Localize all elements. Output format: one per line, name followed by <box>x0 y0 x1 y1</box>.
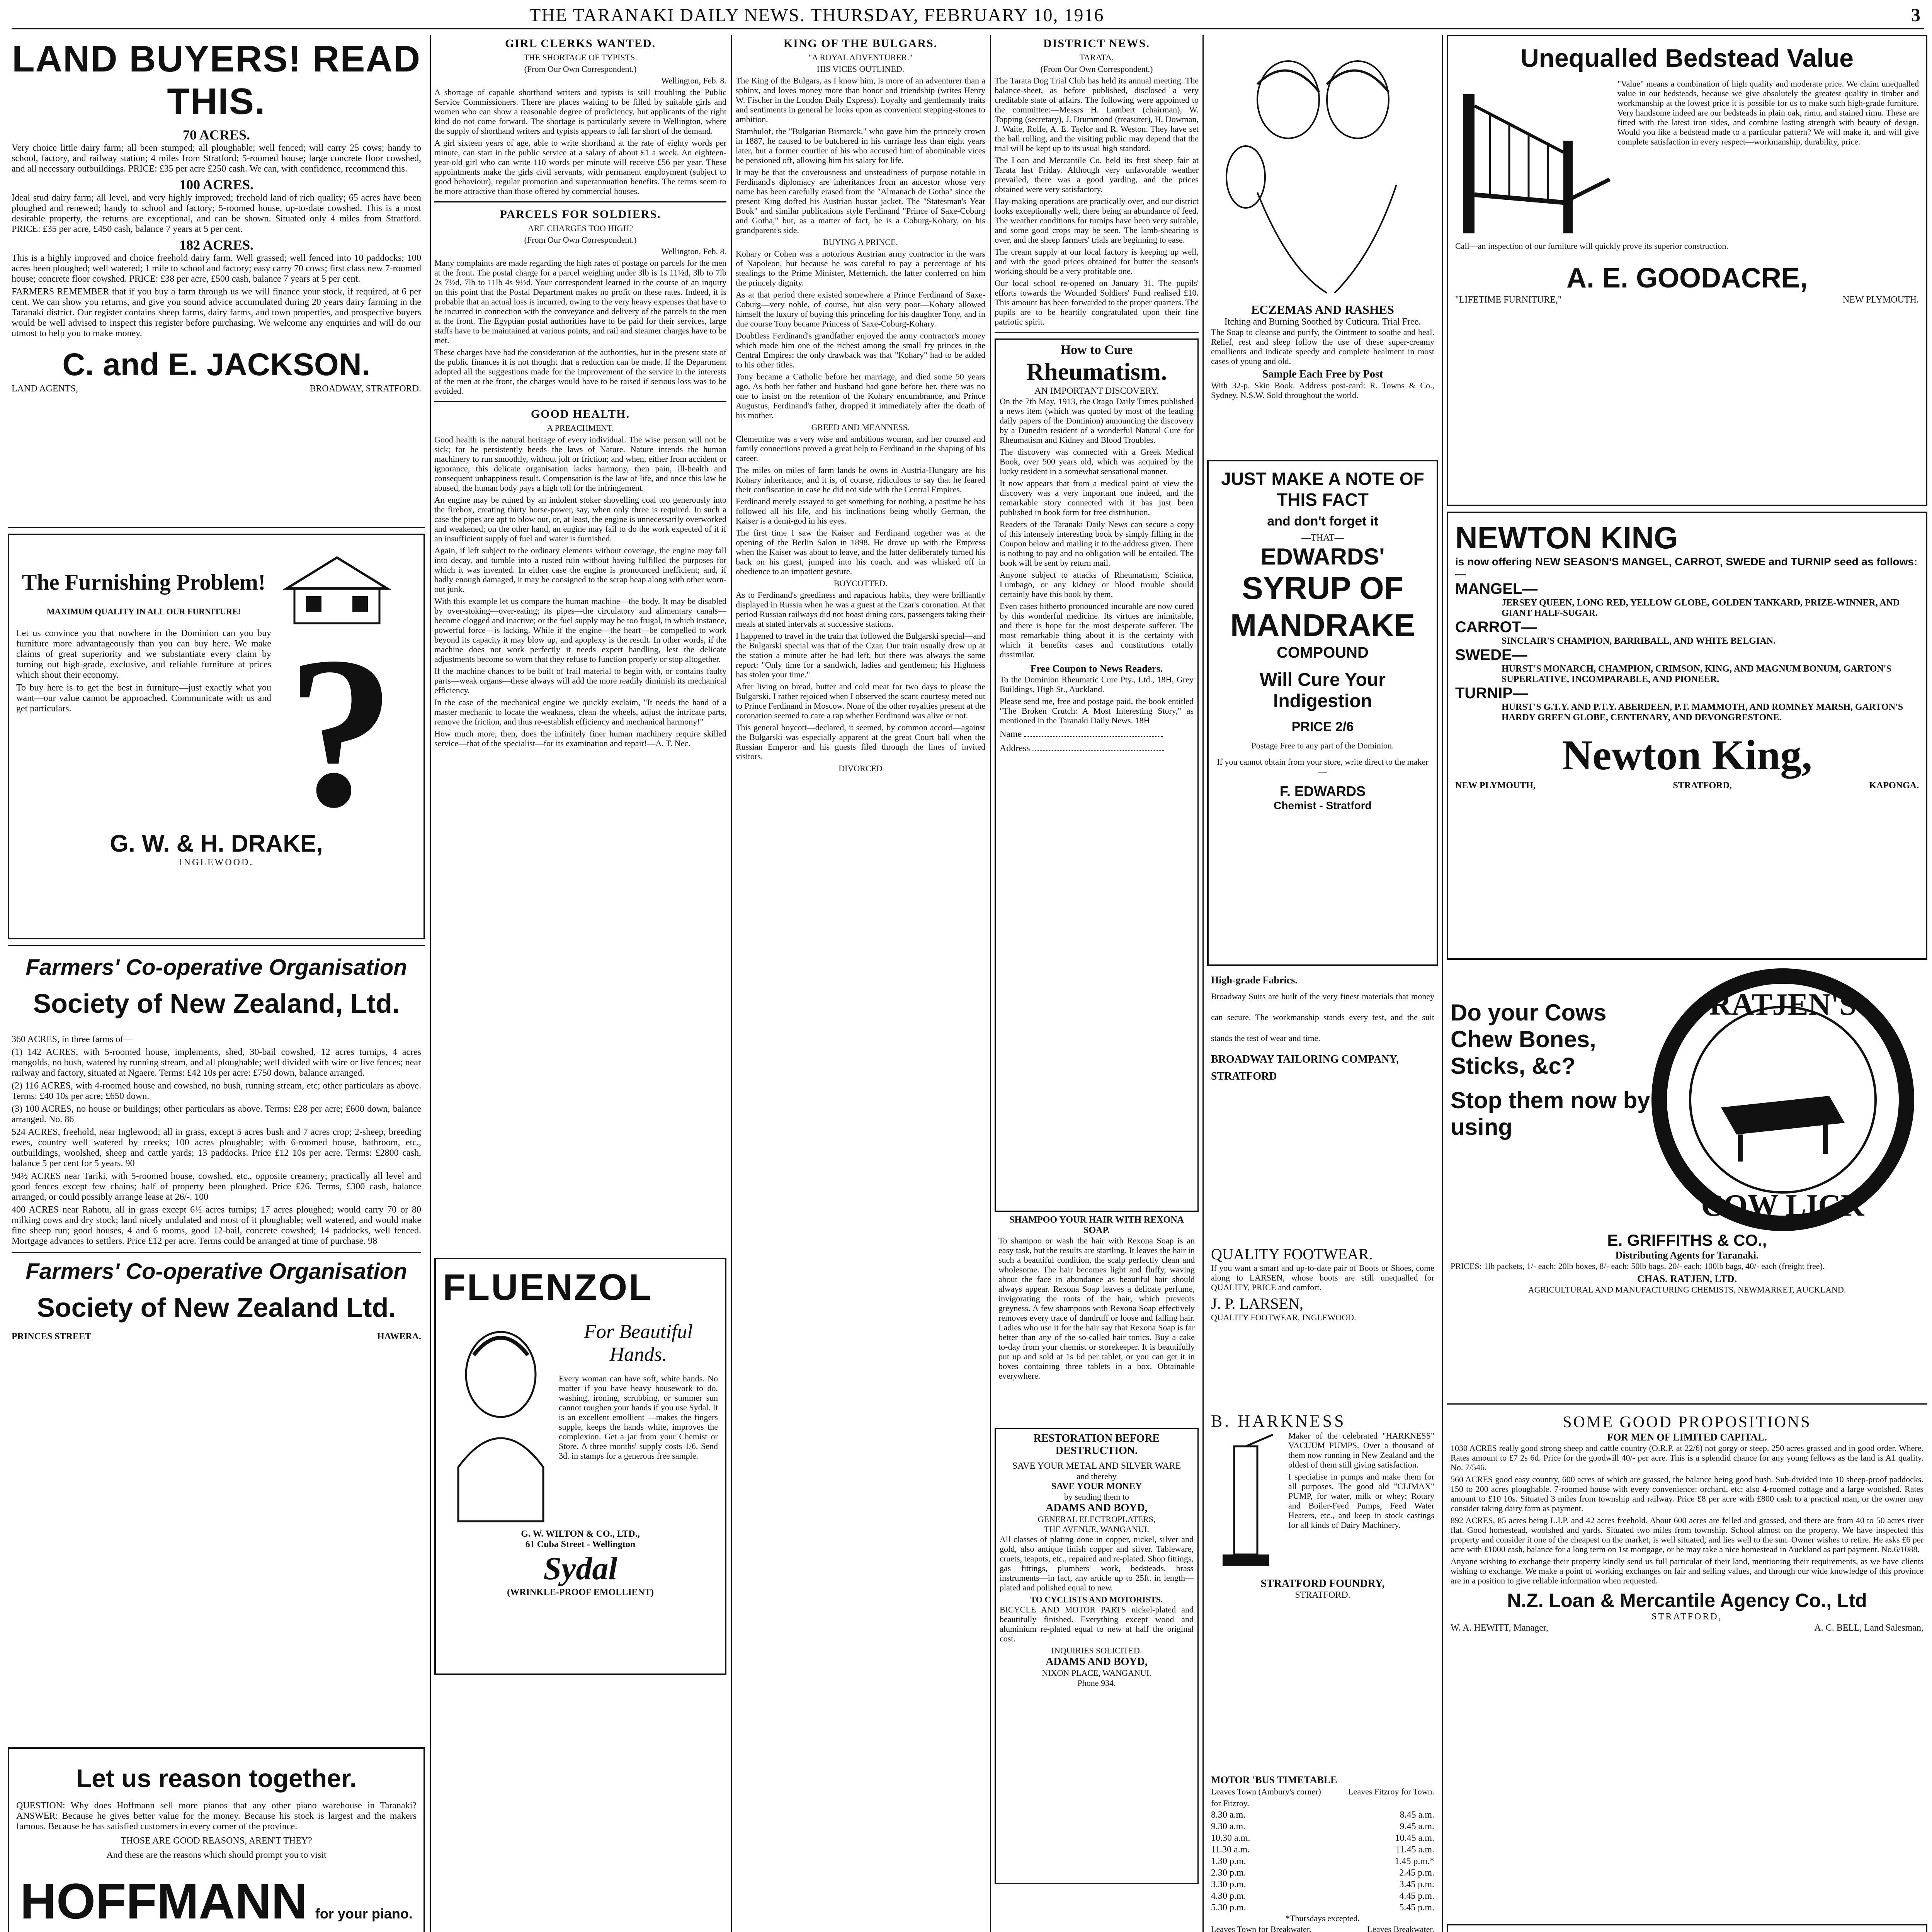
farmers-town: HAWERA. <box>377 1332 421 1342</box>
paragraph: Many complaints are made regarding the high rates of postage on parcels for the men at the front. The postal charge for a parcel weighing under 3lb is 1s 11½d, 3lb to 7lb 2s 7½d, 7lb to 11lb 4s 9½d. Your correspondent learned in the course of an inquiry on this point that the Postal Department makes no profit on these rates. Indeed, it is probable that an actual loss is incurred, owing to the very heavy expenses that have to be incurred in connection with the conveyance and delivery of the parcels to the men at the front. The Egyptian postal authorities have to be paid for their services, large staffs have to be maintained at various points, and rail and steamer charges have to be met. <box>434 258 726 345</box>
column-2 <box>434 35 726 1932</box>
land-text: Ideal stud dairy farm; all level, and very highly improved; freehold land of rich quality; 65 acres have been ploughed and renewed; handy to school and factory; 5-roomed house, up-to-date cowshed. This is a most desirable property, the returns are exceptional, and can be shown. Situated only 4 miles from Stratford. PRICE: £35 per acre, £450 cash, balance 7 years at 5 per cent. <box>12 193 421 234</box>
paragraph: (2) 116 ACRES, with 4-roomed house and cowshed, no bush, running stream, etc; other particulars as above. Terms: £40 10s per acre; £650 down. <box>12 1081 421 1101</box>
props-list <box>1451 1443 1923 1585</box>
coupon-title: Free Coupon to News Readers. <box>1030 663 1163 674</box>
land-title: LAND BUYERS! READ THIS. <box>12 38 421 122</box>
article-body <box>995 76 1199 327</box>
restore-firm: ADAMS AND BOYD, <box>1046 1656 1148 1668</box>
rexona-title: SHAMPOO YOUR HAIR WITH REXONA SOAP. <box>1009 1215 1184 1235</box>
bus-time: 11.45 a.m. <box>1395 1845 1434 1855</box>
article-subhead: A PREACHMENT. <box>547 423 614 433</box>
article-body <box>736 590 985 761</box>
restore-line: by sending them to <box>1064 1492 1129 1502</box>
question-house-icon <box>271 542 403 820</box>
farm-list <box>12 1034 421 1247</box>
bus-time: 3.30 p.m. <box>1211 1879 1246 1889</box>
paragraph: Again, if left subject to the ordinary elements without coverage, the engine may fall into decay, and tumble into a rusted ruin without having fulfilled the purposes for which it was invented. In either case the engine is pronounced inefficient; and, if badly enough damaged, it may be consigned to the scrap heap along with other worn-out junk. <box>434 546 726 594</box>
fluenzol-ad <box>434 1258 726 1675</box>
harkness-ad <box>1207 1408 1438 1771</box>
mandrake-line: JUST MAKE A NOTE OF THIS FACT <box>1221 469 1424 510</box>
propositions-ad <box>1447 1410 1927 1924</box>
paragraph: These charges have had the consideration of the authorities, but in the present state of the public finances it is not thought that a reduction can be made. If the Department adopted all the suggestions made for the improvement of the service in the interests of the men at the front, the charges would have to be raised if serious loss was to be avoided. <box>434 347 726 396</box>
fluenzol-firm: G. W. WILTON & CO., LTD., <box>521 1529 640 1539</box>
bus-time: 10.30 a.m. <box>1211 1833 1250 1843</box>
bus-col-head: Leaves Breakwater. <box>1367 1924 1434 1932</box>
newton-town: KAPONGA. <box>1869 781 1919 791</box>
larsen-body: If you want a smart and up-to-date pair of Boots or Shoes, come along to LARSEN, whose boots are still unequalled for QUALITY, PRICE and comfort. <box>1211 1263 1434 1292</box>
newton-name: Newton King, <box>1562 731 1812 779</box>
rheum-body <box>1000 396 1194 659</box>
bus-time: 1.30 p.m. <box>1211 1856 1246 1866</box>
paragraph: The discovery was connected with a Greek Medical Book, over 500 years old, which was acquired by the lucky resident in a somewhat sensational manner. <box>1000 447 1194 476</box>
seed-varieties: HURST'S MONARCH, CHAMPION, CRIMSON, KING, AND MAGNUM BONUM, GARTON'S SUPERLATIVE, INCOMPARABLE, AND PIONEER. <box>1502 664 1891 684</box>
drake-town: INGLEWOOD. <box>179 857 254 867</box>
hoffmann-title: Let us reason together. <box>76 1764 357 1793</box>
paragraph: 94½ ACRES near Tariki, with 5-roomed house, cowshed, etc., opposite creamery; practically all level and good fences except few chains; half of property been ploughed. Price £26. Terms, £300 cash, balance arranged, or could possibly arrange lease at 26/-. 100 <box>12 1171 421 1202</box>
mandrake-claim: Will Cure Your Indigestion <box>1260 670 1386 711</box>
goodacre-title: Unequalled Bedstead Value <box>1520 44 1854 72</box>
column-1 <box>8 35 425 1932</box>
article-body <box>434 87 726 196</box>
bus-time: 3.45 p.m. <box>1399 1879 1434 1889</box>
paragraph: The Tarata Dog Trial Club has held its annual meeting. The balance-sheet, as before published, disclosed a very creditable state of affairs. The following were appointed to the committee:—Messrs H. Lambert (chairman), W. Topping (secretary), J. Drummond (treasurer), H. Dowman, J. Waite, Rolfe, A. E. Taylor and R. Weston. They have set the ball rolling, and the visiting public may depend that the trial will be kept up to its usual high standard. <box>995 76 1199 153</box>
cuticura-sample: Sample Each Free by Post <box>1262 368 1383 380</box>
harkness-town: STRATFORD. <box>1295 1590 1350 1600</box>
article-headline: GIRL CLERKS WANTED. <box>505 37 656 50</box>
seed-varieties: SINCLAIR'S CHAMPION, BARRIBALL, AND WHITE BELGIAN. <box>1502 636 1776 646</box>
correspondent-line: (From Our Own Correspondent.) <box>524 64 637 74</box>
bedstead-icon <box>1455 79 1617 241</box>
paragraph: Doubtless Ferdinand's grandfather enjoyed the army contractor's money which made him one of the richest among the small fry princes in the Central Empires; the only drawback was that "Kohary" had to be added to his other titles. <box>736 331 985 369</box>
seed-heading: TURNIP— <box>1455 685 1528 702</box>
props-firm: N.Z. Loan & Mercantile Agency Co., Ltd <box>1507 1590 1867 1611</box>
harkness-body: Maker of the celebrated "HARKNESS" VACUUM PUMPS. Over a thousand of them now running in New Zealand and the oldest of them still giving satisfaction. <box>1288 1431 1434 1469</box>
column-rule <box>1442 35 1443 1932</box>
harkness-title: B. HARKNESS <box>1211 1412 1346 1430</box>
dateline: Wellington, Feb. 8. <box>661 76 726 85</box>
restore-trade: GENERAL ELECTROPLATERS, <box>1037 1514 1156 1524</box>
paragraph: The first time I saw the Kaiser and Ferdinand together was at the opening of the Berlin Salon in 1898. He drove up with the Empress when the Kaiser was about to leave, and the latter deliberately turned his back on his guest, jumped into his coach, and was whisked off in obedience to an impatient gesture. <box>736 528 985 576</box>
props-manager: W. A. HEWITT, Manager, <box>1451 1623 1548 1633</box>
seed-varieties: JERSEY QUEEN, LONG RED, YELLOW GLOBE, GOLDEN TANKARD, PRIZE-WINNER, AND GIANT HALF-SUGAR. <box>1502 598 1900 618</box>
paragraph: 524 ACRES, freehold, near Inglewood; all in grass, except 5 acres bush and 7 acres crop; 2-sheep, breeding ewes, country well watered by creeks; 100 acres ploughable; with 6-roomed house, bathroom, etc., outbuildings, woolshed, sheep and cattle yards; 13 paddocks. Price £12 10s per acre. Terms: £2800 cash, balance 5 per cent for 5 years. 90 <box>12 1127 421 1168</box>
article-subhead: GREED AND MEANNESS. <box>811 422 910 432</box>
article-subhead: HIS VICES OUTLINED. <box>816 64 905 74</box>
bus-row <box>1211 1867 1434 1879</box>
paragraph: The King of the Bulgars, as I know him, is more of an adventurer than a sphinx, and loves money more than honor and friendship (writes Henry W. Fischer in the London Daily Express). Loyalty and gentlemanly traits and sentiments in general he looks upon as convenient stepping-stones to ambition. <box>736 76 985 124</box>
fluenzol-body: Every woman can have soft, white hands. No matter if you have heavy housework to do, washing, ironing, scrubbing, or summer sun cannot roughen your hands if you use Sydal. It is an excellent emollient —makes the fingers supple, keeps the hands white, improves the complexion. Get a jar from your Chemist or Store. A three months' supply costs 1/6. Send 3d. in stamps for a generous free sample. <box>559 1374 718 1461</box>
farmers-title: Farmers' Co-operative Organisation <box>26 955 407 980</box>
paragraph: 560 ACRES good easy country, 600 acres of which are grassed, the balance being good bush. Sub-divided into 10 sheep-proof paddocks. 150 to 200 acres ploughable. 7-roomed house with every convenience; orchard, etc; also 4-roomed cottage and a large woolshed. Rates amount to £10 10s. Situated 3 miles from township and railway. Price £8 per acre with £800 cash to a practical man, or the owner may consider taking dairy farm as payment. <box>1451 1475 1923 1513</box>
article-headline: KING OF THE BULGARS. <box>783 37 938 50</box>
paragraph: Hay-making operations are practically over, and our district looks exceptionally well, there being an abundance of feed. The weather conditions for turnips have been very suitable, and some good crops may be seen. The lamb-shearing is over, and the sheep farmers' trials are beginning to ease. <box>995 196 1199 245</box>
correspondent-line: (From Our Own Correspondent.) <box>524 235 637 245</box>
paragraph: Even cases hitherto pronounced incurable are now cured by this wonderful medicine. Its virtues are inimitable, and there is hope for the most desperate sufferer. The most remarkable thing about it is the certainty with which it benefits cases and constitutions totally dissimilar. <box>1000 601 1194 659</box>
mandrake-product: SYRUP OF MANDRAKE <box>1230 571 1415 643</box>
bus-note: *Thursdays excepted. <box>1286 1913 1360 1923</box>
bus-row <box>1211 1879 1434 1890</box>
paragraph: How much more, then, does the infinitely finer human machinery require skilled service—that of the specialist—for its examination and repair!—A. T. Nec. <box>434 729 726 748</box>
paragraph: (1) 142 ACRES, with 5-roomed house, implements, shed, 30-bail cowshed, 12 acres turnips, 4 acres mangolds, no bush, watered by running stream, and all ploughable; well divided with wire or live fences; near railway and factory, situated at Ngaere. Terms: £42 10s per acre: £750 down, balance arranged. <box>12 1047 421 1078</box>
drake-body: To buy here is to get the best in furniture—just exactly what you want—our value cannot be approached. Communicate with us and get particulars. <box>16 683 271 714</box>
article-subhead: BOYCOTTED. <box>833 578 888 588</box>
land-heading: 182 ACRES. <box>179 237 254 253</box>
bus-row <box>1211 1832 1434 1844</box>
fabrics-body: Broadway Suits are built of the very finest materials that money can secure. The workmanship stands every test, and the suit stands the test of wear and time. <box>1211 992 1434 1043</box>
column-rule <box>990 35 991 1932</box>
restore-cyc-title: TO CYCLISTS AND MOTORISTS. <box>1030 1595 1163 1604</box>
mandrake-line: COMPOUND <box>1277 644 1369 661</box>
bus-rows <box>1211 1809 1434 1913</box>
cuticura-body: The Soap to cleanse and purify, the Ointment to soothe and heal. Relief, rest and sleep follow the use of these super-creamy emollients and indicate speedy and complete healment in most cases of young and old. <box>1211 327 1434 366</box>
bus-timetable <box>1207 1771 1438 1932</box>
paragraph: In the case of the mechanical engine we quickly exclaim, "It needs the hand of a master mechanic to locate the weakness, clean the wheels, adjust the intricate parts, remove the friction, and thus re-establish efficiency and mechanical harmony!" <box>434 697 726 726</box>
drake-title: The Furnishing Problem! <box>22 570 266 595</box>
paragraph: Anyone subject to attacks of Rheumatism, Sciatica, Lumbago, or any kidney or blood trouble should certainly have this book by them. <box>1000 570 1194 599</box>
ratjen-cow-seal-icon <box>1651 968 1914 1231</box>
goodacre-town: NEW PLYMOUTH. <box>1842 295 1919 305</box>
goodacre-call: Call—an inspection of our furniture will quickly prove its superior construction. <box>1455 241 1728 251</box>
broadway-ad <box>1207 971 1438 1242</box>
seed-heading: SWEDE— <box>1455 646 1527 663</box>
props-sub: FOR MEN OF LIMITED CAPITAL. <box>1607 1432 1767 1443</box>
paragraph: It now appears that from a medical point of view the discovery was a very important one indeed, and the remarkable story connected with it has just been published in book form for free distribution. <box>1000 478 1194 517</box>
paragraph: 892 ACRES, 85 acres being L.I.P. and 42 acres freehold. About 600 acres are felled and grassed, and there are from 40 to 50 acres river flat. Good homestead, woolshed and yards. Situated two miles from township. School almost on the property. We have inspected this property and consider it one of the cheapest on the market, is well situated, and lies well to the sun. Owner wishes to retire. He asks £6 per acre with £1000 cash, balance for a long term on 1st mortgage, or he may take a nice homestead in Auckland as part payment. No.6/1088. <box>1451 1515 1923 1554</box>
paragraph: The Loan and Mercantile Co. held its first sheep fair at Tarata last Friday. Although very unfavorable weather prevailed, there was a good yarding, and the prices obtained were very satisfactory. <box>995 155 1199 194</box>
harkness-body: I specialise in pumps and make them for all purposes. The good old "CLIMAX" PUMP, for water, milk or whey; Rotary and Boiler-Feed Pumps, Feed Water Heaters, etc., and keep in stock castings for all kinds of Dairy Machinery. <box>1288 1472 1434 1530</box>
coupon-text: Please send me, free and postage paid, the book entitled "The Broken Crutch: A Most Interesting Story," as mentioned in the Taranaki Daily News. 18H <box>1000 696 1194 725</box>
bus-time: 4.30 p.m. <box>1211 1891 1246 1901</box>
fluenzol-name: FLUENZOL <box>443 1267 653 1308</box>
dateline: Wellington, Feb. 8. <box>661 247 726 256</box>
newton-town: STRATFORD, <box>1673 781 1732 791</box>
adams-boyd-ad <box>995 1428 1199 1884</box>
paragraph: A girl sixteen years of age, able to write shorthand at the rate of eighty words per minute, can start in the public service at a salary of about £1 a week. An eighteen-year-old girl who can write 110 words per minute will receive £56 per year. These appointments make the girls civil servants, with permanent employment (subject to good behaviour), regular promotion and superannuation benefits. The terms seem to be more attractive than those offered by commercial houses. <box>434 138 726 196</box>
hoffmann-text: QUESTION: Why does Hoffmann sell more pianos that any other piano warehouse in Taranaki? ANSWER: Because he gives better value for the money. Because his stock is largest and the makers famous. Because he has satisfied customers in every corner of the province. <box>16 1801 417 1832</box>
land-text: FARMERS REMEMBER that if you buy a farm through us we will finance your stock, if required, at 6 per cent. We can show you returns, and give you sound advice accumulated during 20 years dairy farming in the Taranaki district. Our register contains sheep farms, dairy farms, and town properties, and prospective buyers would be well advised to inspect this register before purchasing. We welcome any enquiries and will do our utmost to help you to make money. <box>12 287 421 338</box>
farmers-title: Society of New Zealand, Ltd. <box>33 988 400 1019</box>
larsen-title: QUALITY FOOTWEAR. <box>1211 1245 1373 1263</box>
bus-time: 10.45 a.m. <box>1395 1833 1434 1843</box>
seal-text: COW LICK <box>1701 1189 1865 1223</box>
larsen-sub: QUALITY FOOTWEAR, INGLEWOOD. <box>1211 1313 1356 1322</box>
ratjen-dist: Distributing Agents for Taranaki. <box>1615 1250 1759 1261</box>
paragraph: It may be that the covetousness and unsteadiness of purpose notable in Ferdinand's diplomacy are inheritances from an ancestor whose very name has been carefully erased from the "Almanach de Gotha" since the present King doffed his Austrian hussar jacket. The "Statesman's Year Book" and similar publications style Ferdinand "Prince of Saxe-Coburg and Gotha," but, as a matter of fact, he is a Coburg-Kohary, on his grandparent's side. <box>736 167 985 235</box>
column-3 <box>736 35 985 1932</box>
article-body <box>736 434 985 576</box>
bus-time: 2.30 p.m. <box>1211 1868 1246 1878</box>
correspondent-line: (From Our Own Correspondent.) <box>1040 64 1153 74</box>
mandrake-line: and don't forget it <box>1267 514 1378 529</box>
bus-time: 5.45 p.m. <box>1399 1903 1434 1913</box>
restore-cyc-body: BICYCLE AND MOTOR PARTS nickel-plated and beautifully finished. Everything except wood and aluminium re-plated equal to new at half the original cost. <box>1000 1605 1194 1643</box>
seed-heading: CARROT— <box>1455 619 1537 636</box>
hoffmann-reasons: THOSE ARE GOOD REASONS, AREN'T THEY? <box>121 1836 312 1846</box>
harkness-foundry: STRATFORD FOUNDRY, <box>1260 1578 1385 1590</box>
paragraph: As at that period there existed somewhere a Prince Ferdinand of Saxe-Coburg—very noble, of course, but also very poor—Kohary allowed himself the luxury of buying this princeling for his daughter Tony, and in due course Tony became Princess of Saxe-Coburg-Kohary. <box>736 290 985 328</box>
rheum-sub: AN IMPORTANT DISCOVERY. <box>1034 386 1159 396</box>
paragraph: The cream supply at our local factory is keeping up well, and with the good prices obtained for butter the season's working should be a very profitable one. <box>995 247 1199 276</box>
article-subhead: ARE CHARGES TOO HIGH? <box>527 223 633 233</box>
page-number: 3 <box>1911 5 1920 26</box>
restore-line: and thereby <box>1077 1471 1117 1481</box>
bus-col-head: Leaves Fitzroy for Town. <box>1348 1787 1434 1796</box>
hoffmann-name: HOFFMANN <box>20 1873 308 1929</box>
article-body <box>736 76 985 235</box>
column-6 <box>1447 35 1927 1932</box>
masthead-bar <box>12 5 1924 29</box>
hoffmann-tag: for your piano. <box>315 1906 413 1922</box>
seed-heading: MANGEL— <box>1455 580 1538 597</box>
goodacre-name: A. E. GOODACRE, <box>1566 263 1808 294</box>
masthead: THE TARANAKI DAILY NEWS. THURSDAY, FEBRUARY 10, 1916 <box>529 5 1104 26</box>
paragraph: This general boycott—declared, it seemed, by common accord—against the Bulgarski was especially apparent at the great Court ball when the Russian Emperor and his guests filed through the lines of invited visitors. <box>736 723 985 761</box>
drake-firm: G. W. & H. DRAKE, <box>110 830 323 857</box>
article-subhead: "A ROYAL ADVENTURER." <box>808 53 913 62</box>
paragraph: Kohary or Cohen was a notorious Austrian army contractor in the wars of Napoleon, but because he was careful to pay a percentage of his stealings to the Prime Minister, Metternich, the latter conferred on him the princely dignity. <box>736 249 985 287</box>
newton-title: NEWTON KING <box>1455 520 1678 555</box>
restore-address: NIXON PLACE, WANGANUI. <box>1042 1668 1151 1678</box>
bus-row <box>1211 1844 1434 1855</box>
farmers-coop-ad <box>8 951 425 1747</box>
newton-lead: is now offering NEW SEASON'S MANGEL, CARROT, SWEDE and TURNIP seed as follows:— <box>1455 556 1918 580</box>
hoffmann-prompt: And these are the reasons which should prompt you to visit <box>106 1850 327 1860</box>
mandrake-note: If you cannot obtain from your store, write direct to the maker— <box>1217 757 1429 777</box>
coupon-text: To the Dominion Rheumatic Cure Pty., Ltd., 18H, Grey Buildings, High St., Auckland. <box>1000 675 1194 694</box>
bus-time: 1.45 p.m.* <box>1395 1856 1434 1866</box>
rheumatism-ad <box>995 338 1199 1212</box>
larsen-ad <box>1207 1242 1438 1408</box>
drake-lead: MAXIMUM QUALITY IN ALL OUR FURNITURE! <box>46 607 241 616</box>
paragraph: Tony became a Catholic before her marriage, and died some 50 years ago. As both her father and husband had gone before her, there was no one to insist on the retention of the Kohary encumbrance, and Prince Augustus, Ferdinand's father, dropped it immediately after the death of his mother. <box>736 372 985 420</box>
land-heading: 100 ACRES. <box>179 177 254 192</box>
restore-firm: ADAMS AND BOYD, <box>1046 1502 1148 1514</box>
paragraph: On the 7th May, 1913, the Otago Daily Times published a news item (which was quoted by most of the leading daily papers of the Dominion) announcing the discovery by a Dunedin resident of a wonderful Natural Cure for Rheumatism and Kidney and Blood Troubles. <box>1000 396 1194 445</box>
newton-king-ad <box>1447 512 1927 960</box>
egmont-ad <box>1447 1924 1927 1932</box>
seal-text: RATJEN'S <box>1709 988 1857 1022</box>
newton-town: NEW PLYMOUTH, <box>1455 781 1536 791</box>
article-body <box>434 435 726 1254</box>
seed-varieties: HURST'S G.T.Y. AND P.T.Y. ABERDEEN, P.T. MAMMOTH, AND ROMNEY MARSH, GARTON'S HARDY GREEN GLOBE, CENTENARY, AND DEVONGRESTONE. <box>1502 702 1903 723</box>
drake-furniture-ad <box>8 534 425 939</box>
column-rule <box>430 35 431 1932</box>
land-firm: C. and E. JACKSON. <box>62 347 371 382</box>
mandrake-line: —THAT— <box>1301 533 1344 543</box>
bus-title: MOTOR 'BUS TIMETABLE <box>1211 1774 1337 1786</box>
land-agents: LAND AGENTS, <box>12 384 78 394</box>
restore-line: SAVE YOUR METAL AND SILVER WARE <box>1012 1461 1181 1471</box>
land-buyers-ad <box>8 35 425 522</box>
sydal-tag: (WRINKLE-PROOF EMOLLIENT) <box>507 1587 654 1597</box>
paragraph: 400 ACRES near Rahotu, all in grass except 6½ acres turnips; 17 acres ploughed; would carry 70 or 80 milking cows and dry stock; land nicely undulated and most of it ploughable; well watered, and would make fine sheep run; good houses, 4 and 6 rooms, good 12-bail, concrete cowshed; 14 paddocks, well fenced. Mortgage advances to settlers. Price £12 per acre. Terms could be arranged at time of purchase. 98 <box>12 1205 421 1246</box>
article-headline: DISTRICT NEWS. <box>1043 37 1150 50</box>
rexona-ad <box>995 1212 1199 1428</box>
paragraph: (3) 100 ACRES, no house or buildings; other particulars as above. Terms: £28 per acre; £600 down, balance arranged. No. 86 <box>12 1104 421 1124</box>
article-subhead: TARATA. <box>1079 53 1114 62</box>
bus-time: 8.45 a.m. <box>1400 1810 1434 1820</box>
bus-row <box>1211 1821 1434 1832</box>
column-5 <box>1207 35 1438 1932</box>
fluenzol-script: For Beautiful Hands. <box>584 1321 693 1366</box>
ratjen-maker2: AGRICULTURAL AND MANUFACTURING CHEMISTS, NEWMARKET, AUCKLAND. <box>1528 1285 1846 1294</box>
bus-col-head: Leaves Town (Ambury's corner) for Fitzroy. <box>1211 1787 1321 1808</box>
ratjen-firm: E. GRIFFITHS & CO., <box>1607 1231 1767 1249</box>
props-salesman: A. C. BELL, Land Salesman, <box>1814 1623 1923 1633</box>
restore-title: RESTORATION BEFORE DESTRUCTION. <box>1033 1432 1160 1457</box>
bus-time: 11.30 a.m. <box>1211 1845 1250 1855</box>
bus-time: 9.30 a.m. <box>1211 1821 1246 1832</box>
cuticura-sub: Itching and Burning Soothed by Cuticura. Trial Free. <box>1224 317 1421 327</box>
sydal-brand: Sydal <box>543 1551 617 1587</box>
paragraph: The miles on miles of farm lands he owns in Austria-Hungary are his Kohary inheritance, and it is, of course, ridiculous to say that he feared their confiscation in case he did not side with the Central Empires. <box>736 465 985 494</box>
mandrake-price: PRICE 2/6 <box>1291 719 1354 734</box>
article-headline: PARCELS FOR SOLDIERS. <box>500 208 661 221</box>
paragraph: Good health is the natural heritage of every individual. The wise person will not be sick; for he persistently heeds the laws of Nature. Nature intends the human machinery to run smoothly, without jolt or friction; and when, either from accident or ignorance, this delicate organisation lacks harmony, then pain, ill-health and consequent unhappiness result. Compensation is the law of life, and once this law be abused, the human body pays a high toll for the infringement. <box>434 435 726 493</box>
land-text: This is a highly improved and choice freehold dairy farm. Well grassed; well fenced into 10 paddocks; 100 acres been ploughed; well watered; 1 mile to school and factory; easy carry 70 cows; first class new 7-roomed house; concrete floor cowshed. PRICE: £38 per acre, £500 cash, balance 7 years at 5 per cent. <box>12 253 421 284</box>
bus-time: 4.45 p.m. <box>1399 1891 1434 1901</box>
goodacre-tag: "LIFETIME FURNITURE," <box>1455 295 1562 305</box>
rexona-body: To shampoo or wash the hair with Rexona Soap is an easy task, but the results are startling. It leaves the hair in such a beautiful condition, the scalp perfectly clean and wholesome. The hair becomes light and fluffy, waving about the face in abundance as beautiful hair should always appear. Rexona Soap leaves a delicate perfume, invigorating the roots of the hair, which prevents greyness. A few shampoos with Rexona Soap effectively removes every trace of dandruff or loose and falling hair. Ladies who use it for the hair say that Rexona Soap is far better than any of the so-called hair tonics. Buy a cake to-day from your chemist or storekeeper. It is beautifully put up and sold at 1s 6d per tablet, or you can get it in boxes containing three tablets in a box. Obtainable everywhere. <box>998 1236 1195 1381</box>
column-4 <box>995 35 1199 1932</box>
coupon-name-field[interactable] <box>1024 736 1163 737</box>
coupon-name-label: Name <box>1000 729 1022 739</box>
column-rule <box>731 35 732 1932</box>
cuticura-title: ECZEMAS AND RASHES <box>1251 303 1394 316</box>
restore-inquiries: INQUIRIES SOLICITED. <box>1051 1646 1142 1655</box>
mandrake-maker: F. EDWARDS <box>1279 783 1366 799</box>
coupon-address-field[interactable] <box>1032 750 1164 751</box>
article-headline: GOOD HEALTH. <box>531 408 630 420</box>
paragraph: 360 ACRES, in three farms of— <box>12 1034 133 1044</box>
bus-row <box>1211 1855 1434 1867</box>
paragraph: Stambulof, the "Bulgarian Bismarck," who gave him the princely crown in 1887, he caused to be butchered in his carriage less than eight years later, but a former courtier of his who accused him of abominable vices he pensioned off, allowing him his salary for life. <box>736 126 985 165</box>
drake-body: Let us convince you that nowhere in the Dominion can you buy furniture more advantageously than you can buy here. We make claims of great superiority and we substantiate every claim by turning out high-grade, exclusive, and reliable furniture at prices which shout their economy. <box>16 628 271 680</box>
seed-list <box>1455 580 1919 723</box>
fabrics-title: High-grade Fabrics. <box>1211 975 1298 986</box>
bus-time: 9.45 a.m. <box>1400 1821 1434 1832</box>
props-town: STRATFORD, <box>1651 1612 1723 1622</box>
paragraph: As to Ferdinand's greediness and rapacious habits, they were brilliantly displayed in Russia when he was a guest at the Czar's coronation. At that period Russian railways did not boast dining cars, passengers taking their meals at stated intervals at successive stations. <box>736 590 985 629</box>
land-heading: 70 ACRES. <box>182 127 250 143</box>
bus-row <box>1211 1809 1434 1821</box>
land-address: BROADWAY, STRATFORD. <box>310 384 421 394</box>
woman-hands-icon <box>443 1313 559 1529</box>
paragraph: After living on bread, butter and cold meat for two days to please the Bulgarski, I rather rejoiced when I observed the scant courtesy meted out to Prince Ferdinand in Moscow. None of the other royalties present at the coronation seemed to care a rap whether Ferdinand was alive or not. <box>736 682 985 720</box>
article-body <box>434 258 726 396</box>
cuticura-ad <box>1207 35 1438 460</box>
farmers-title: Farmers' Co-operative Organisation <box>26 1259 407 1284</box>
article-subhead: DIVORCED <box>838 764 883 773</box>
column-rule <box>1202 35 1204 1932</box>
article-subhead: BUYING A PRINCE. <box>823 237 898 247</box>
article-subhead: THE SHORTAGE OF TYPISTS. <box>524 53 637 62</box>
goodacre-body: "Value" means a combination of high quality and moderate price. We claim unequalled value in our bedsteads, because we give absolutely the greatest quality in timber and workmanship at the lowest price it is possible for us to make such high-grade furniture. Very handsome indeed are our bedsteads in plain oak, rimu, and stained rimu. These are fitted with the latest iron sides, and combine lasting strength with beauty of design. Would you like a bedstead made to a particular pattern? We will make it, and will give complete satisfaction in every respect—workmanship, durability, price. <box>1617 79 1919 146</box>
larsen-name: J. P. LARSEN, <box>1211 1295 1303 1312</box>
farmers-street: PRINCES STREET <box>12 1332 92 1342</box>
bus-row <box>1211 1902 1434 1913</box>
pump-icon <box>1211 1431 1288 1578</box>
paragraph: A shortage of capable shorthand writers and typists is still troubling the Public Service Commissioners. There are places waiting to be filled by suitable girls and women who can show a reasonable degree of proficiency, but applicants of the right kind do not come forward. The shortage is particularly severe in Wellington, where the supply of shorthand writers and typists appears to fall far short of the demand. <box>434 87 726 136</box>
paragraph: If the machine chances to be built of frail material to begin with, or contains faulty parts—weak organs—these always will add the more readily diminish its mechanical efficiency. <box>434 666 726 695</box>
mandrake-post: Postage Free to any part of the Dominion. <box>1251 741 1394 750</box>
question-mark: ? <box>287 612 395 820</box>
ratjen-ad <box>1447 965 1927 1398</box>
article-body <box>736 249 985 420</box>
paragraph: Clementine was a very wise and ambitious woman, and her counsel and family connections proved a great help to Ferdinand in the shaping of his career. <box>736 434 985 463</box>
bus-time: 5.30 p.m. <box>1211 1903 1246 1913</box>
restore-phone: Phone 934. <box>1077 1678 1116 1688</box>
goodacre-ad <box>1447 35 1927 506</box>
paragraph: Anyone wishing to exchange their property kindly send us full particular of their land, mentioning their requirements, as we have clients wishing to exchange. We make a point of working exchanges on fair and selling values, and through our wide knowledge of this province are in a position to give reliable information when requested. <box>1451 1556 1923 1585</box>
ratjen-cta: Stop them now by using <box>1451 1087 1650 1140</box>
paragraph: Ferdinand merely essayed to get something for nothing, a pastime he has followed all his life, and his inclinations being wholly German, the Kaiser is a demi-god in his eyes. <box>736 497 985 526</box>
mandrake-town: Chemist - Stratford <box>1274 799 1372 811</box>
restore-address: THE AVENUE, WANGANUI. <box>1044 1524 1149 1534</box>
women-mirror-icon <box>1211 38 1435 301</box>
ratjen-prices: PRICES: 1lb packets, 1/- each; 20lb boxes, 8/- each; 50lb bags, 20/- each; 100lb bags, 40/- each (freight free). <box>1451 1261 1825 1271</box>
paragraph: I happened to travel in the train that followed the Bulgarski special—and the Bulgarski special was that of the Czar. Our train usually drew up at the station a minute after he had left, but there was always the same report: "Only time for a sandwich, ladies and gentlemen; his Highness has stolen your time." <box>736 631 985 679</box>
ratjen-maker: CHAS. RATJEN, LTD. <box>1637 1273 1737 1284</box>
bus-time: 8.30 a.m. <box>1211 1810 1246 1820</box>
fabrics-firm: BROADWAY TAILORING COMPANY, STRATFORD <box>1211 1053 1399 1082</box>
paragraph: Readers of the Taranaki Daily News can secure a copy of this intensely interesting book by simply filling in the Coupon below and mailing it to the address given. There is nothing to pay and no obligation will be entailed. The book will be sent by return mail. <box>1000 519 1194 568</box>
restore-line: SAVE YOUR MONEY <box>1051 1481 1142 1492</box>
paragraph: With this example let us compare the human machine—the body. It may be disabled by over-stoking—over-eating; its pipes—the circulatory and alimentary canals—become clogged and inactive; or the fuel supply may be too frugal, in which instance, powerful force—is lacking. While if the engine—the heart—be compelled to work beyond its capacity it may blow up, and apoplexy is the result. In other words, if the machine does not work perfectly it needs expert handling, lest the delicate adjustments become so worn that they refuse to function properly or stop altogether. <box>434 596 726 664</box>
paragraph: An engine may be ruined by an indolent stoker shovelling coal too generously into the firebox, creating thirty horse-power, say, when only three is required. In such a case the pipes are apt to blow out, or, at least, the engine is unnecessarily overworked and weakened; on the other hand, an engine may fail to do the work expected of it if an insufficient supply of fuel and water is furnished. <box>434 495 726 543</box>
bus-col-head: Leaves Town for Breakwater. <box>1211 1924 1311 1932</box>
fluenzol-address: 61 Cuba Street - Wellington <box>525 1539 636 1549</box>
land-text: Very choice little dairy farm; all been stumped; all ploughable; well fenced; will carry 25 cows; handy to school, factory, and railway station; 4 miles from Stratford; 5-roomed house; large concrete floor cowshed, and all necessary outbuildings. PRICE: £35 per acre £250 cash. We can, with confidence, recommend this. <box>12 143 421 174</box>
props-title: SOME GOOD PROPOSITIONS <box>1563 1413 1811 1431</box>
hoffmann-ad <box>8 1747 425 1932</box>
cuticura-address: With 32-p. Skin Book. Address post-card: R. Towns & Co., Sydney, N.S.W. Sold throughout the world. <box>1211 381 1434 400</box>
mandrake-ad <box>1207 460 1438 966</box>
coupon-address-label: Address <box>1000 743 1030 753</box>
rheum-title: Rheumatism. <box>1026 358 1167 385</box>
bus-time: 2.45 p.m. <box>1399 1868 1434 1878</box>
bus-row <box>1211 1890 1434 1902</box>
ratjen-question: Do your Cows Chew Bones, Sticks, &c? <box>1451 1000 1607 1079</box>
rheum-pre: How to Cure <box>1060 343 1133 357</box>
paragraph: 1030 ACRES really good strong sheep and cattle country (O.R.P. at 22/6) not gorgy or steep. 250 acres grassed and in good order. Where. Rates amount to £7 2s 6d. Price for the goodwill 40/- per acre. This is a splendid chance for any young fellows as the land is A1 quality. No. 7/546. <box>1451 1443 1923 1472</box>
farmers-title: Society of New Zealand Ltd. <box>37 1293 396 1323</box>
paragraph: Our local school re-opened on January 31. The pupils' efforts towards the Wounded Soldiers' Fund realised £10. This amount has been forwarded to the proper quarters. The pupils are to be heartily congratulated upon their fine patriotic spirit. <box>995 278 1199 327</box>
restore-body: All classes of plating done in copper, nickel, silver and gold, also antique finish copper and silver. Tableware, cruets, teapots, etc., repaired and re-plated. Shop fittings, gas fittings, plumbers' work, bedsteads, brass instruments—in fact, any article up to 25ft. in length—plated and polished equal to new. <box>1000 1534 1194 1592</box>
mandrake-brand: EDWARDS' <box>1260 544 1385 570</box>
